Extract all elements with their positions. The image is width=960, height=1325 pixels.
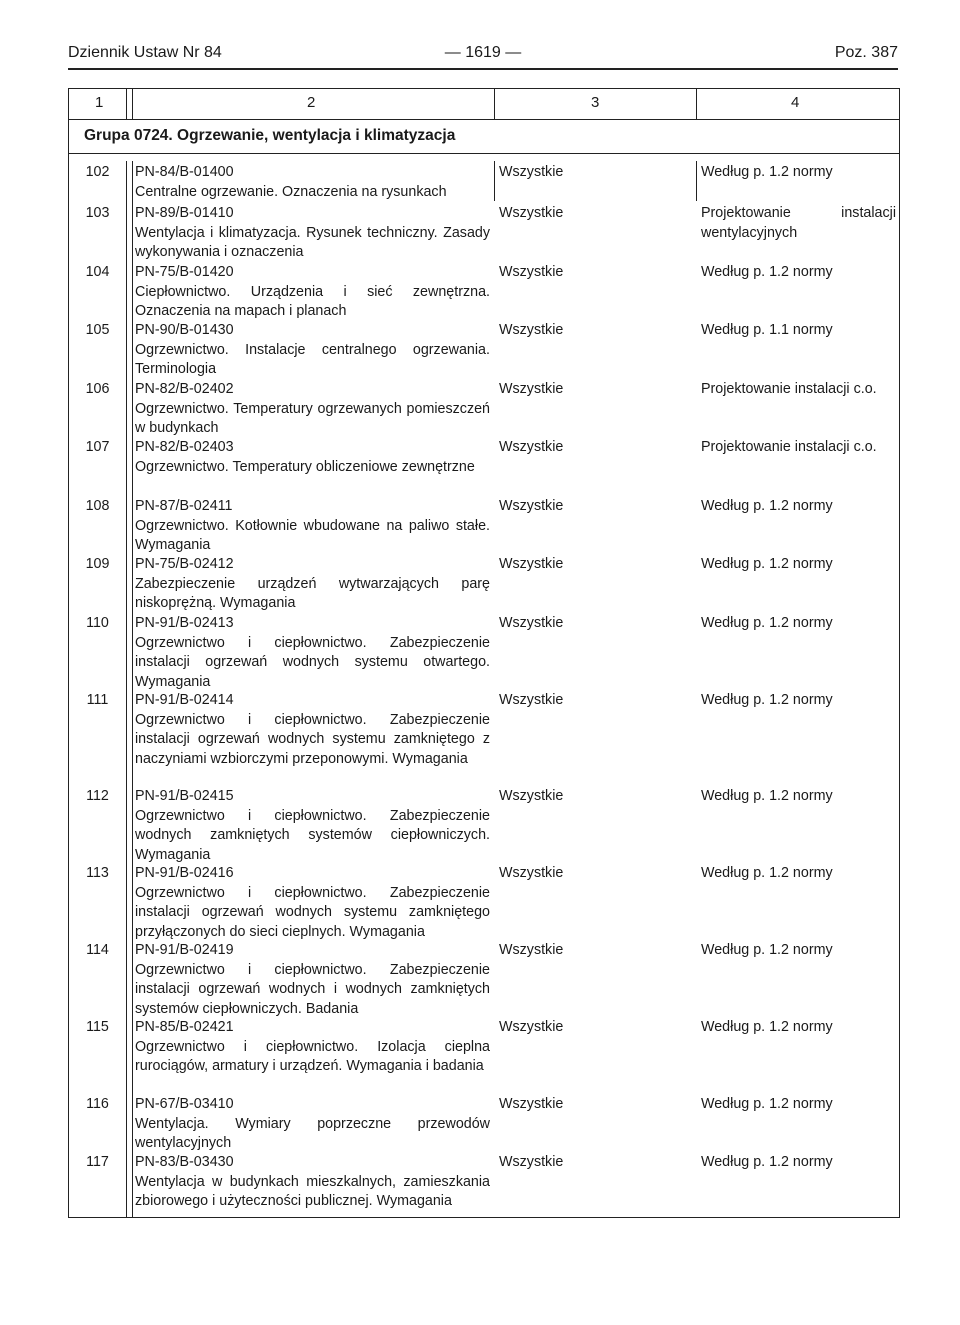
standard-title: Wentylacja i klimatyzacja. Rysunek techniczny. Zasady wykonywania i oznaczenia bbox=[135, 224, 490, 260]
col-divider-2 bbox=[494, 161, 495, 201]
note-cell: Według p. 1.2 normy bbox=[701, 615, 833, 631]
row-number: 110 bbox=[86, 615, 109, 631]
row-number: 102 bbox=[85, 164, 110, 180]
page-header bbox=[68, 44, 898, 68]
standard-code: PN-90/B-01430 bbox=[135, 322, 234, 338]
group-title: Grupa 0724. Ogrzewanie, wentylacja i klimatyzacja bbox=[84, 127, 456, 144]
standard-code: PN-91/B-02419 bbox=[135, 942, 234, 958]
row-number: 114 bbox=[86, 942, 109, 958]
scope-cell: Wszystkie bbox=[499, 439, 564, 455]
scope-cell: Wszystkie bbox=[499, 865, 564, 881]
note-cell: Według p. 1.2 normy bbox=[701, 692, 833, 708]
note-cell: Projektowanie instalacji c.o. bbox=[701, 439, 877, 455]
standard-title: Centralne ogrzewanie. Oznaczenia na rysunkach bbox=[135, 183, 447, 200]
scope-cell: Wszystkie bbox=[499, 164, 564, 180]
standard-code: PN-91/B-02413 bbox=[135, 615, 234, 631]
standard-title: Ogrzewnictwo i ciepłownictwo. Zabezpieczenie instalacji ogrzewań wodnych systemu zamkniętego przyłączonych do sieci cieplnych. Wymagania bbox=[135, 884, 490, 940]
scope-cell: Wszystkie bbox=[499, 1096, 564, 1112]
standard-code: PN-84/B-01400 bbox=[135, 164, 234, 180]
scope-cell: Wszystkie bbox=[499, 556, 564, 572]
group-rule bbox=[69, 153, 899, 154]
standards-table bbox=[68, 88, 900, 1218]
standard-title: Ogrzewnictwo i ciepłownictwo. Zabezpieczenie instalacji ogrzewań wodnych systemu otwartego. Wymagania bbox=[135, 634, 490, 690]
note-cell: Według p. 1.2 normy bbox=[701, 865, 833, 881]
note-cell: Projektowanie instalacji wentylacyjnych bbox=[701, 205, 896, 241]
scope-cell: Wszystkie bbox=[499, 615, 564, 631]
column-number-2: 2 bbox=[307, 94, 316, 111]
row-number: 116 bbox=[86, 1096, 109, 1112]
standard-title: Ogrzewnictwo. Temperatury ogrzewanych pomieszczeń w budynkach bbox=[135, 400, 490, 436]
column-number-1: 1 bbox=[95, 94, 104, 111]
standard-code: PN-83/B-03430 bbox=[135, 1154, 234, 1170]
row-number: 117 bbox=[86, 1154, 109, 1170]
note-cell: Projektowanie instalacji c.o. bbox=[701, 381, 877, 397]
note-cell: Według p. 1.2 normy bbox=[701, 1019, 833, 1035]
note-cell: Według p. 1.1 normy bbox=[701, 322, 833, 338]
scope-cell: Wszystkie bbox=[499, 942, 564, 958]
scope-cell: Wszystkie bbox=[499, 264, 564, 280]
col-divider-1b bbox=[132, 161, 133, 1217]
standard-code: PN-87/B-02411 bbox=[135, 498, 233, 514]
note-cell: Według p. 1.2 normy bbox=[701, 556, 833, 572]
standard-code: PN-91/B-02414 bbox=[135, 692, 234, 708]
scope-cell: Wszystkie bbox=[499, 498, 564, 514]
row-number: 104 bbox=[85, 264, 110, 280]
col-divider-1b-head bbox=[132, 89, 133, 119]
col-divider-1 bbox=[126, 161, 127, 1217]
column-number-4: 4 bbox=[791, 94, 800, 111]
scope-cell: Wszystkie bbox=[499, 322, 564, 338]
row-number: 112 bbox=[86, 788, 109, 804]
col-divider-1-head bbox=[126, 89, 127, 119]
standard-title: Ogrzewnictwo i ciepłownictwo. Zabezpieczenie instalacji ogrzewań wodnych systemu zamkniętego z naczyniami wzbiorczymi przeponowymi. Wymagania bbox=[135, 711, 490, 767]
scope-cell: Wszystkie bbox=[499, 788, 564, 804]
standard-code: PN-85/B-02421 bbox=[135, 1019, 234, 1035]
journal-title: Dziennik Ustaw Nr 84 bbox=[68, 44, 222, 61]
note-cell: Według p. 1.2 normy bbox=[701, 788, 833, 804]
standard-code: PN-75/B-02412 bbox=[135, 556, 234, 572]
row-number: 111 bbox=[86, 692, 109, 708]
standard-title: Ogrzewnictwo i ciepłownictwo. Zabezpieczenie instalacji ogrzewań wodnych i wodnych zamkniętych systemów ciepłowniczych. Badania bbox=[135, 961, 490, 1017]
page-number: — 1619 — bbox=[444, 44, 522, 61]
row-number: 106 bbox=[85, 381, 110, 397]
standard-title: Wentylacja w budynkach mieszkalnych, zamieszkania zbiorowego i użyteczności publicznej. Wymagania bbox=[135, 1173, 490, 1209]
standard-title: Ogrzewnictwo i ciepłownictwo. Izolacja cieplna rurociągów, armatury i urządzeń. Wymagania i badania bbox=[135, 1038, 490, 1074]
col-divider-2-head bbox=[494, 89, 495, 119]
note-cell: Według p. 1.2 normy bbox=[701, 498, 833, 514]
standard-title: Wentylacja. Wymiary poprzeczne przewodów wentylacyjnych bbox=[135, 1115, 490, 1151]
header-rule bbox=[68, 68, 898, 70]
note-cell: Według p. 1.2 normy bbox=[701, 264, 833, 280]
standard-code: PN-82/B-02402 bbox=[135, 381, 234, 397]
standard-title: Ogrzewnictwo. Temperatury obliczeniowe zewnętrzne bbox=[135, 458, 475, 475]
row-number: 113 bbox=[86, 865, 109, 881]
note-cell: Według p. 1.2 normy bbox=[701, 942, 833, 958]
standard-title: Ogrzewnictwo. Kotłownie wbudowane na paliwo stałe. Wymagania bbox=[135, 517, 490, 553]
scope-cell: Wszystkie bbox=[499, 1019, 564, 1035]
standard-code: PN-82/B-02403 bbox=[135, 439, 234, 455]
standard-code: PN-67/B-03410 bbox=[135, 1096, 234, 1112]
row-number: 115 bbox=[86, 1019, 109, 1035]
note-cell: Według p. 1.2 normy bbox=[701, 1154, 833, 1170]
standard-title: Zabezpieczenie urządzeń wytwarzających parę niskoprężną. Wymagania bbox=[135, 575, 490, 611]
standard-title: Ogrzewnictwo i ciepłownictwo. Zabezpieczenie wodnych zamkniętych systemów ciepłowniczych. Wymagania bbox=[135, 807, 490, 863]
row-number: 107 bbox=[85, 439, 110, 455]
standard-code: PN-91/B-02415 bbox=[135, 788, 234, 804]
standard-title: Ciepłownictwo. Urządzenia i sieć zewnętrzna. Oznaczenia na mapach i planach bbox=[135, 283, 490, 319]
standard-code: PN-75/B-01420 bbox=[135, 264, 234, 280]
row-number: 105 bbox=[85, 322, 110, 338]
position-number: Poz. 387 bbox=[834, 44, 898, 61]
col-divider-3-head bbox=[696, 89, 697, 119]
note-cell: Według p. 1.2 normy bbox=[701, 164, 833, 180]
column-header-rule bbox=[69, 119, 899, 120]
column-number-3: 3 bbox=[591, 94, 600, 111]
row-number: 109 bbox=[85, 556, 110, 572]
scope-cell: Wszystkie bbox=[499, 381, 564, 397]
standard-code: PN-91/B-02416 bbox=[135, 865, 234, 881]
scope-cell: Wszystkie bbox=[499, 1154, 564, 1170]
scope-cell: Wszystkie bbox=[499, 692, 564, 708]
standard-code: PN-89/B-01410 bbox=[135, 205, 234, 221]
row-number: 108 bbox=[85, 498, 110, 514]
col-divider-3 bbox=[696, 161, 697, 201]
standard-title: Ogrzewnictwo. Instalacje centralnego ogrzewania. Terminologia bbox=[135, 341, 490, 377]
scope-cell: Wszystkie bbox=[499, 205, 564, 221]
note-cell: Według p. 1.2 normy bbox=[701, 1096, 833, 1112]
row-number: 103 bbox=[85, 205, 110, 221]
